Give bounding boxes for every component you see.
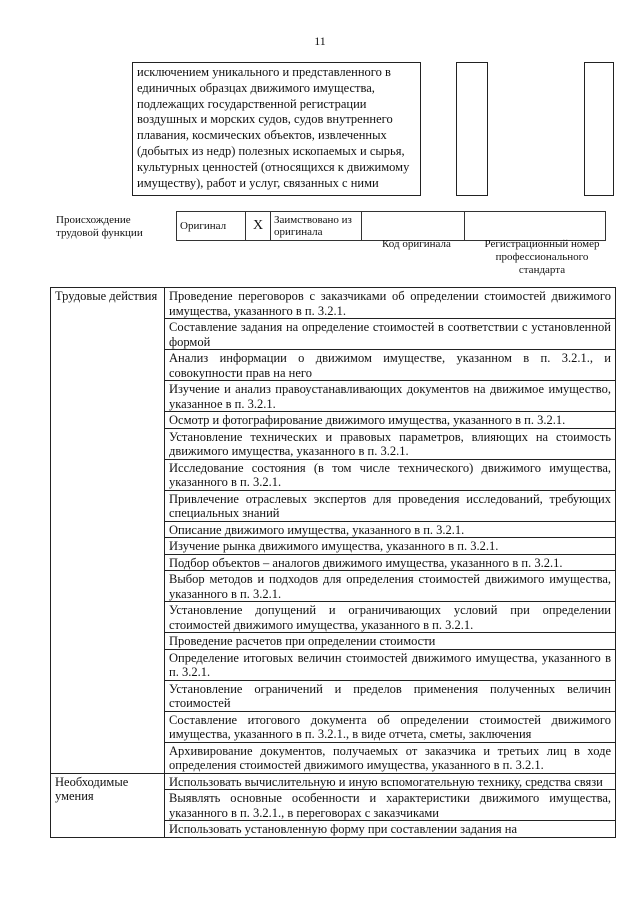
list-item: Изучение и анализ правоустанавливающих документов на движимое имущество, указанное в п. 3.2.1.: [165, 381, 616, 412]
list-item: Использовать вычислительную и иную вспомогательную технику, средства связи: [165, 773, 616, 790]
original-mark: X: [246, 212, 271, 241]
section-heading: Необходимые умения: [51, 773, 165, 837]
list-item: Анализ информации о движимом имуществе, указанном в п. 3.2.1., и совокупности прав на него: [165, 350, 616, 381]
reg-number-cell: [465, 212, 606, 241]
original-code-cell: [362, 212, 465, 241]
list-item: Выявлять основные особенности и характеристики движимого имущества, указанного в п. 3.2.1., в переговорах с заказчиками: [165, 790, 616, 821]
list-item: Составление задания на определение стоимостей в соответствии с установленной формой: [165, 319, 616, 350]
list-item: Осмотр и фотографирование движимого имущества, указанного в п. 3.2.1.: [165, 412, 616, 429]
reg-caption: Регистрационный номер профессионального стандарта: [484, 238, 600, 276]
list-item: Подбор объектов – аналогов движимого имущества, указанного в п. 3.2.1.: [165, 554, 616, 571]
origin-label: Происхождение трудовой функции: [56, 214, 143, 239]
list-item: Установление ограничений и пределов применения полученных величин стоимостей: [165, 680, 616, 711]
list-item: Проведение переговоров с заказчиками об определении стоимостей движимого имущества, указанного в п. 3.2.1.: [165, 288, 616, 319]
list-item: Описание движимого имущества, указанного в п. 3.2.1.: [165, 521, 616, 538]
page-number: 11: [314, 34, 326, 48]
list-item: Изучение рынка движимого имущества, указанного в п. 3.2.1.: [165, 538, 616, 555]
origin-table: [176, 211, 606, 241]
list-item: Проведение расчетов при определении стоимости: [165, 633, 616, 650]
list-item: Использовать установленную форму при составлении задания на: [165, 821, 616, 838]
list-item: Выбор методов и подходов для определения стоимостей движимого имущества, указанного в п. 3.2.1.: [165, 571, 616, 602]
table-row: [51, 288, 616, 319]
list-item: Составление итогового документа об определении стоимостей движимого имущества, указанного в п. 3.2.1., в виде отчета, сметы, заключения: [165, 711, 616, 742]
list-item: Привлечение отраслевых экспертов для проведения исследований, требующих специальных знаний: [165, 490, 616, 521]
list-item: Архивирование документов, получаемых от заказчика и третьих лиц в ходе определения стоимостей движимого имущества, указанного в п. 3.2.1.: [165, 742, 616, 773]
functions-table: [50, 287, 616, 838]
original-cell: Оригинал: [177, 212, 246, 241]
level-box: [584, 62, 614, 196]
list-item: Исследование состояния (в том числе технического) движимого имущества, указанного в п. 3.2.1.: [165, 459, 616, 490]
list-item: Установление допущений и ограничивающих условий при определении стоимостей движимого имущества, указанного в п. 3.2.1.: [165, 602, 616, 633]
section-heading: Трудовые действия: [51, 288, 165, 774]
table-row: [51, 773, 616, 790]
function-name-text: исключением уникального и представленного в единичных образцах движимого имущества, подлежащих государственной регистрации воздушных и морских судов, судов внутреннего плавания, космических объектов, извлеченных (добытых из недр) полезных ископаемых и сырья, культурных ценностей (относящихся к движимому имуществу), работ и услуг, связанных с ними: [137, 65, 410, 190]
borrowed-cell: Заимствовано из оригинала: [271, 212, 362, 241]
list-item: Установление технических и правовых параметров, влияющих на стоимость движимого имущества, указанного в п. 3.2.1.: [165, 428, 616, 459]
code-box: [456, 62, 488, 196]
list-item: Определение итоговых величин стоимостей движимого имущества, указанного в п. 3.2.1.: [165, 649, 616, 680]
code-caption: Код оригинала: [382, 238, 451, 250]
